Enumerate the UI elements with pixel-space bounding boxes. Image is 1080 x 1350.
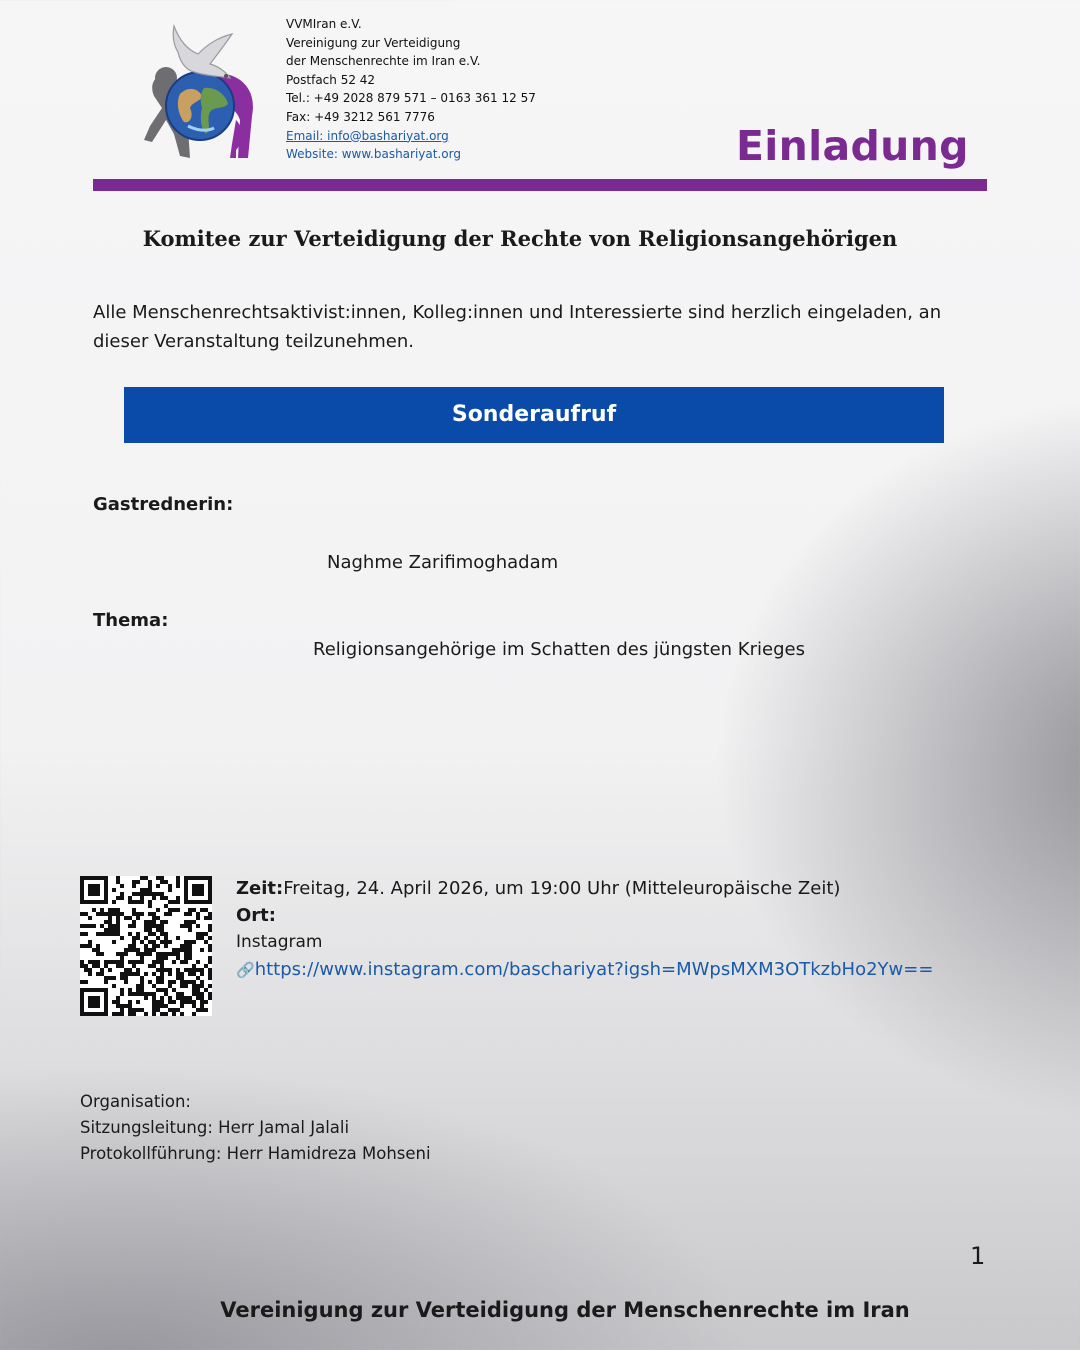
topic-value: Religionsangehörige im Schatten des jüngsten Krieges [313, 639, 805, 660]
organisation-block [80, 1089, 431, 1167]
time-value: Freitag, 24. April 2026, um 19:00 Uhr (Mitteleuropäische Zeit) [283, 878, 841, 899]
page-title: Einladung [736, 122, 969, 170]
footer-text: Vereinigung zur Verteidigung der Menschenrechte im Iran [220, 1298, 910, 1322]
org-full-line-2: der Menschenrechte im Iran e.V. [286, 54, 481, 69]
contact-block [286, 15, 536, 164]
event-details [236, 875, 933, 984]
fax: Fax: +49 3212 561 7776 [286, 109, 435, 124]
time-line [236, 875, 933, 902]
org-full-line-1: Vereinigung zur Verteidigung [286, 35, 461, 50]
speaker-name: Naghme Zarifimoghadam [327, 552, 559, 573]
intro-text: Alle Menschenrechtsaktivist:innen, Kolleg:innen und Interessierte sind herzlich eingeladen, an dieser Veranstaltung teilzunehmen. [93, 302, 942, 352]
topic-label: Thema: [93, 610, 169, 631]
url-line[interactable] [236, 956, 933, 984]
place-line [236, 902, 933, 929]
place-value: Instagram [236, 932, 323, 952]
telephone: Tel.: +49 2028 879 571 – 0163 361 12 57 [286, 91, 536, 106]
instagram-url-link[interactable]: https://www.instagram.com/baschariyat?igsh=MWpsMXM3OTkzbHo2Yw== [254, 959, 934, 980]
page-number: 1 [970, 1242, 986, 1270]
session-chair: Sitzungsleitung: Herr Jamal Jalali [80, 1118, 350, 1137]
minutes-taker: Protokollführung: Herr Hamidreza Mohseni [80, 1144, 431, 1163]
postbox: Postfach 52 42 [286, 72, 376, 87]
organisation-label: Organisation: [80, 1092, 191, 1111]
committee-heading: Komitee zur Verteidigung der Rechte von Religionsangehörigen [142, 226, 898, 251]
header-divider [93, 179, 987, 191]
dove-globe-logo-icon [140, 16, 262, 164]
time-label: Zeit: [236, 878, 284, 899]
special-call-banner: Sonderaufruf [124, 387, 944, 443]
org-name: VVMIran e.V. [286, 17, 362, 31]
speaker-label: Gastrednerin: [93, 494, 234, 515]
link-icon: 🔗 [236, 961, 255, 979]
place-label: Ort: [236, 905, 276, 926]
email-link[interactable]: Email: info@bashariyat.org [286, 128, 449, 143]
website-link[interactable]: Website: www.bashariyat.org [286, 147, 461, 162]
qr-code-icon[interactable] [80, 876, 212, 1016]
